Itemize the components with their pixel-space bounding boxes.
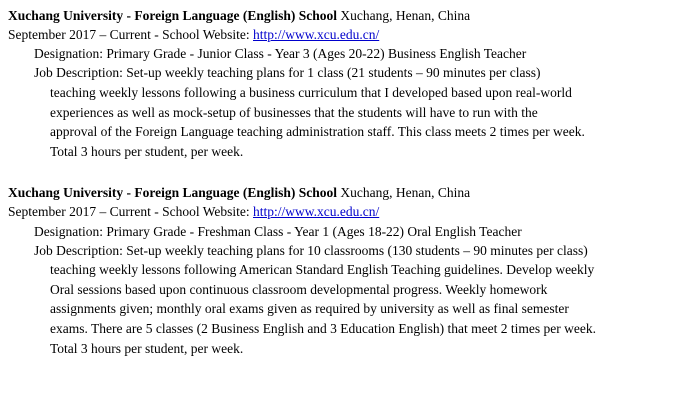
organization-name: Xuchang University - Foreign Language (English) School [8,185,338,201]
date-website-line [8,202,677,221]
date-website-line [8,25,677,44]
organization-location: Xuchang, Henan, China [340,185,471,201]
job-description-line: exams. There are 5 classes (2 Business English and 3 Education English) that meet 2 times per week. [50,321,596,336]
job-description-line: teaching weekly lessons following American Standard English Teaching guidelines. Develop weekly [50,262,595,278]
job-description-block [8,241,677,358]
job-description-block [8,63,677,161]
job-description-line: Job Description: Set-up weekly teaching plans for 10 classrooms (130 students – 90 minutes per class) [34,242,588,258]
school-website-link[interactable]: http://www.xcu.edu.cn/ [253,204,380,220]
employment-dates: September 2017 – Current - School Website: [8,27,253,43]
organization-line [8,183,677,202]
experience-entry-1 [8,6,677,161]
job-description-line: assignments given; monthly oral exams given as required by university as well as final semester [50,301,569,317]
job-description-line: approval of the Foreign Language teaching administration staff. This class meets 2 times per week. [50,124,585,140]
organization-line [8,6,677,25]
entry-separator [8,161,677,183]
experience-entry-2 [8,183,677,358]
organization-name: Xuchang University - Foreign Language (English) School [8,8,338,23]
school-website-link[interactable]: http://www.xcu.edu.cn/ [253,27,380,43]
designation-line: Designation: Primary Grade - Junior Class - Year 3 (Ages 20-22) Business English Teacher [34,46,527,62]
employment-dates: September 2017 – Current - School Website: [8,204,253,220]
job-description-line: Total 3 hours per student, per week. [50,143,244,159]
job-description-line: experiences as well as mock-setup of businesses that the students will have to run with the [50,104,538,120]
job-description-line: Total 3 hours per student, per week. [50,340,244,356]
job-description-line: teaching weekly lessons following a business curriculum that I developed based upon real-world [50,85,572,101]
organization-location: Xuchang, Henan, China [340,8,471,23]
job-description-line: Oral sessions based upon continuous classroom developmental progress. Weekly homework [50,281,548,297]
job-description-line: Job Description: Set-up weekly teaching plans for 1 class (21 students – 90 minutes per class) [34,65,541,81]
designation-line: Designation: Primary Grade - Freshman Class - Year 1 (Ages 18-22) Oral English Teacher [34,223,522,239]
